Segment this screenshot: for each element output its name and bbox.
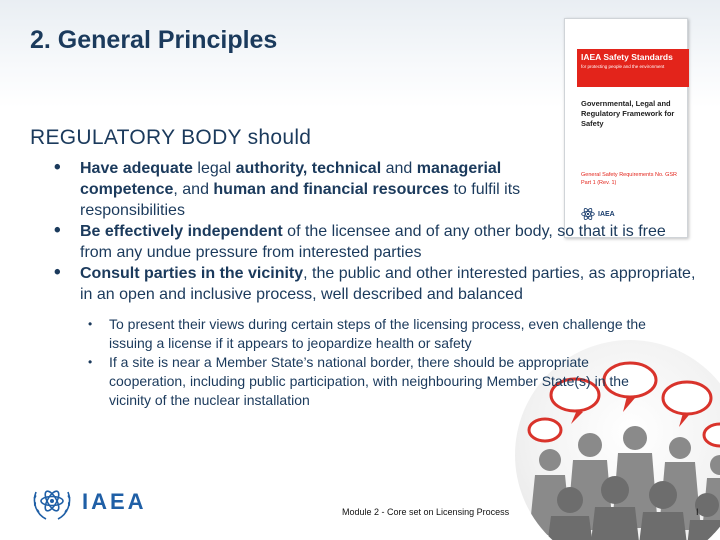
cover-series-title: IAEA Safety Standards: [581, 52, 673, 62]
sub-bullet-item: • If a site is near a Member State’s national border, there should be appropriate cooperation, including public participation, with neighbouring Member State(s) in the vicinity of the nuclear installation: [88, 353, 648, 410]
cover-series-band: [577, 49, 689, 87]
bullet-text: Have adequate: [80, 160, 193, 177]
sub-bullet-item: • To present their views during certain steps of the licensing process, even challenge the issuing a license if it appears to jeopardize health or safety: [88, 315, 668, 353]
bullet-item: [48, 158, 568, 221]
footer-module-label: Module 2 - Core set on Licensing Process: [342, 507, 510, 517]
cover-title: Governmental, Legal and Regulatory Framework for Safety: [581, 99, 675, 128]
iaea-logo: [30, 482, 147, 522]
slide-title: 2. General Principles: [30, 26, 278, 54]
bullet-item: [48, 221, 698, 263]
bullet-text: human and financial resources: [213, 181, 450, 198]
bullet-text: , and: [173, 181, 214, 198]
bullet-text: , the public and other interested parties, as appropriate, in an open and inclusive process, well described and balanced: [80, 265, 696, 303]
slide-subtitle: REGULATORY BODY should: [30, 126, 312, 149]
cover-requirements: General Safety Requirements No. GSR Part 1 (Rev. 1): [581, 172, 677, 186]
sub-bullet-list: [88, 315, 668, 410]
bullet-text: to fulfil its responsibilities: [80, 181, 521, 219]
page-number: I: [696, 507, 699, 517]
bullet-text: authority, technical: [235, 160, 382, 177]
cover-logo-text: IAEA: [598, 210, 615, 218]
bullet-text: Consult parties in the vicinity: [80, 265, 304, 282]
iaea-logo-text: IAEA: [82, 489, 147, 514]
cover-tagline: for protecting people and the environment: [581, 64, 665, 69]
bullet-text: legal: [192, 160, 236, 177]
bullet-item: [48, 263, 698, 305]
bullet-text: Be effectively independent: [80, 223, 283, 240]
main-bullet-list: [48, 158, 698, 305]
bullet-text: and: [381, 160, 417, 177]
bullet-text: of the licensee and of any other body, so that it is free from any undue pressure from interested parties: [80, 223, 666, 261]
bullet-text: managerial competence: [80, 160, 502, 198]
atom-olive-icon: [30, 482, 74, 522]
